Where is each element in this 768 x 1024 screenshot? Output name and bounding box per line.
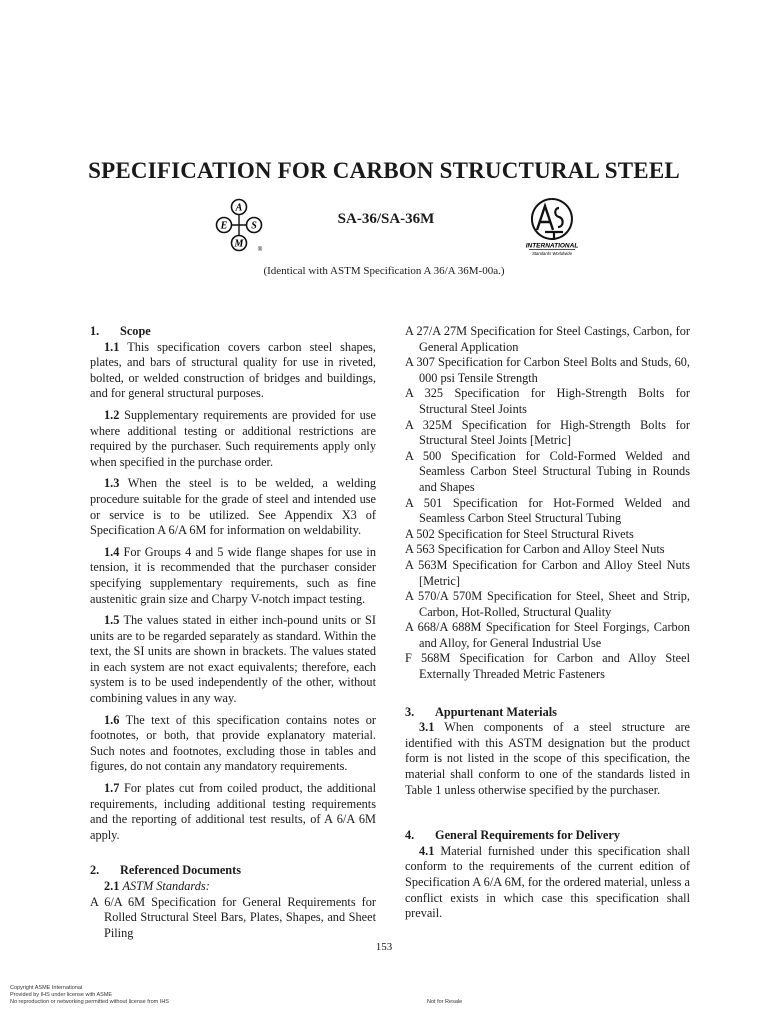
- reference-item: A 563M Specification for Carbon and Alloy Steel Nuts [Metric]: [405, 557, 690, 588]
- right-column: [405, 324, 690, 928]
- asme-logo-letter-m: M: [234, 238, 244, 250]
- section-heading-scope: 1. Scope: [90, 324, 151, 338]
- astm-logo: [523, 196, 581, 256]
- paragraph-1-2: 1.2 Supplementary requirements are provided for use where additional testing or additional restrictions are required by the purchaser. Such requirements apply only when specified in the purchase order.: [90, 407, 377, 469]
- reference-item: A 27/A 27M Specification for Steel Castings, Carbon, for General Application: [405, 324, 690, 354]
- reference-item: A 6/A 6M Specification for General Requirements for Rolled Structural Steel Bars, Plates, Shapes, and Sheet Piling: [90, 894, 376, 940]
- reference-item: A 307 Specification for Carbon Steel Bolts and Studs, 60, 000 psi Tensile Strength: [405, 355, 690, 385]
- reference-item: A 570/A 570M Specification for Steel, Sheet and Strip, Carbon, Hot-Rolled, Structural Quality: [405, 589, 690, 619]
- subsection-2-1: 2.1 ASTM Standards:: [104, 879, 210, 893]
- paragraph-1-5: 1.5 The values stated in either inch-pound units or SI units are to be regarded separately as standard. Within the text, the SI units are shown in brackets. The values stated in each system are not exact equivalents; therefore, each system is to be used independently of the other, without combining values in any way.: [90, 613, 376, 706]
- left-column: [90, 324, 376, 941]
- reference-item: A 325 Specification for High-Strength Bolts for Structural Steel Joints: [405, 386, 690, 416]
- asme-logo-letter-s: S: [251, 220, 257, 232]
- section-heading-appurtenant-materials: 3. Appurtenant Materials: [405, 704, 557, 719]
- asme-logo-letter-e: E: [220, 220, 228, 232]
- footer-line: Provided by IHS under license with ASME: [10, 992, 113, 998]
- reference-item: A 502 Specification for Steel Structural Rivets: [405, 526, 634, 541]
- reference-item: A 500 Specification for Cold-Formed Welded and Seamless Carbon Steel Structural Tubing in Rounds and Shapes: [405, 448, 690, 494]
- paragraph-1-4: 1.4 For Groups 4 and 5 wide flange shapes for use in tension, it is recommended that the purchaser consider specifying supplementary requirements, such as fine austenitic grain size and Charpy V-notch impact testing.: [90, 544, 377, 606]
- page-number: 153: [375, 941, 393, 953]
- not-for-resale-footer: Not for Resale: [427, 999, 463, 1005]
- astm-logo-tagline: Standards Worldwide: [532, 251, 572, 256]
- paragraph-3-1: 3.1 When components of a steel structure are identified with this ASTM designation but the product form is not listed in the scope of this specification, the material shall conform to one of the standards listed in Table 1 unless otherwise specified by the purchaser.: [405, 720, 690, 797]
- section-heading-referenced-documents: 2. Referenced Documents: [90, 863, 241, 878]
- reference-item: A 563 Specification for Carbon and Alloy Steel Nuts: [405, 542, 665, 557]
- asme-logo-letter-a: A: [235, 202, 243, 214]
- paragraph-1-1: 1.1 This specification covers carbon steel shapes, plates, and bars of structural quality for use in riveted, bolted, or welded construction of bridges and buildings, and for general structural purposes.: [90, 339, 377, 401]
- document-title: SPECIFICATION FOR CARBON STRUCTURAL STEEL: [88, 158, 680, 183]
- paragraph-1-6: 1.6 The text of this specification contains notes or footnotes, or both, that provide explanatory material. Such notes and footnotes, excluding those in tables and figures, do not contain any mandatory requirements.: [90, 712, 376, 774]
- footer-line: Copyright ASME International: [10, 985, 83, 991]
- footer-line: No reproduction or networking permitted without license from IHS: [10, 999, 169, 1005]
- identical-note: (Identical with ASTM Specification A 36/A 36M-00a.): [263, 265, 505, 277]
- paragraph-1-3: 1.3 When the steel is to be welded, a welding procedure suitable for the grade of steel and intended use or service is to be utilized. See Appendix X3 of Specification A 6/A 6M for information on weldability.: [90, 476, 376, 538]
- registered-mark: ®: [257, 247, 263, 253]
- reference-item: A 501 Specification for Hot-Formed Welded and Seamless Carbon Steel Structural Tubing: [405, 495, 690, 526]
- designation: SA-36/SA-36M: [337, 211, 435, 227]
- paragraph-4-1: 4.1 Material furnished under this specification shall conform to the requirements of the current edition of Specification A 6/A 6M, for the ordered material, unless a conflict exists in which case this specification shall prevail.: [405, 843, 690, 921]
- reference-item: A 325M Specification for High-Strength Bolts for Structural Steel Joints [Metric]: [405, 417, 690, 448]
- astm-logo-name: INTERNATIONAL: [525, 242, 579, 250]
- asme-logo: [211, 198, 267, 254]
- paragraph-1-7: 1.7 For plates cut from coiled product, the additional requirements, including additional testing requirements and the reporting of additional test results, of A 6/A 6M apply.: [90, 781, 377, 842]
- section-heading-general-requirements: 4. General Requirements for Delivery: [405, 828, 620, 843]
- reference-item: A 668/A 688M Specification for Steel Forgings, Carbon and Alloy, for General Industrial Use: [405, 620, 690, 650]
- reference-item: F 568M Specification for Carbon and Alloy Steel Externally Threaded Metric Fasteners: [405, 651, 690, 682]
- copyright-footer: [10, 985, 169, 1006]
